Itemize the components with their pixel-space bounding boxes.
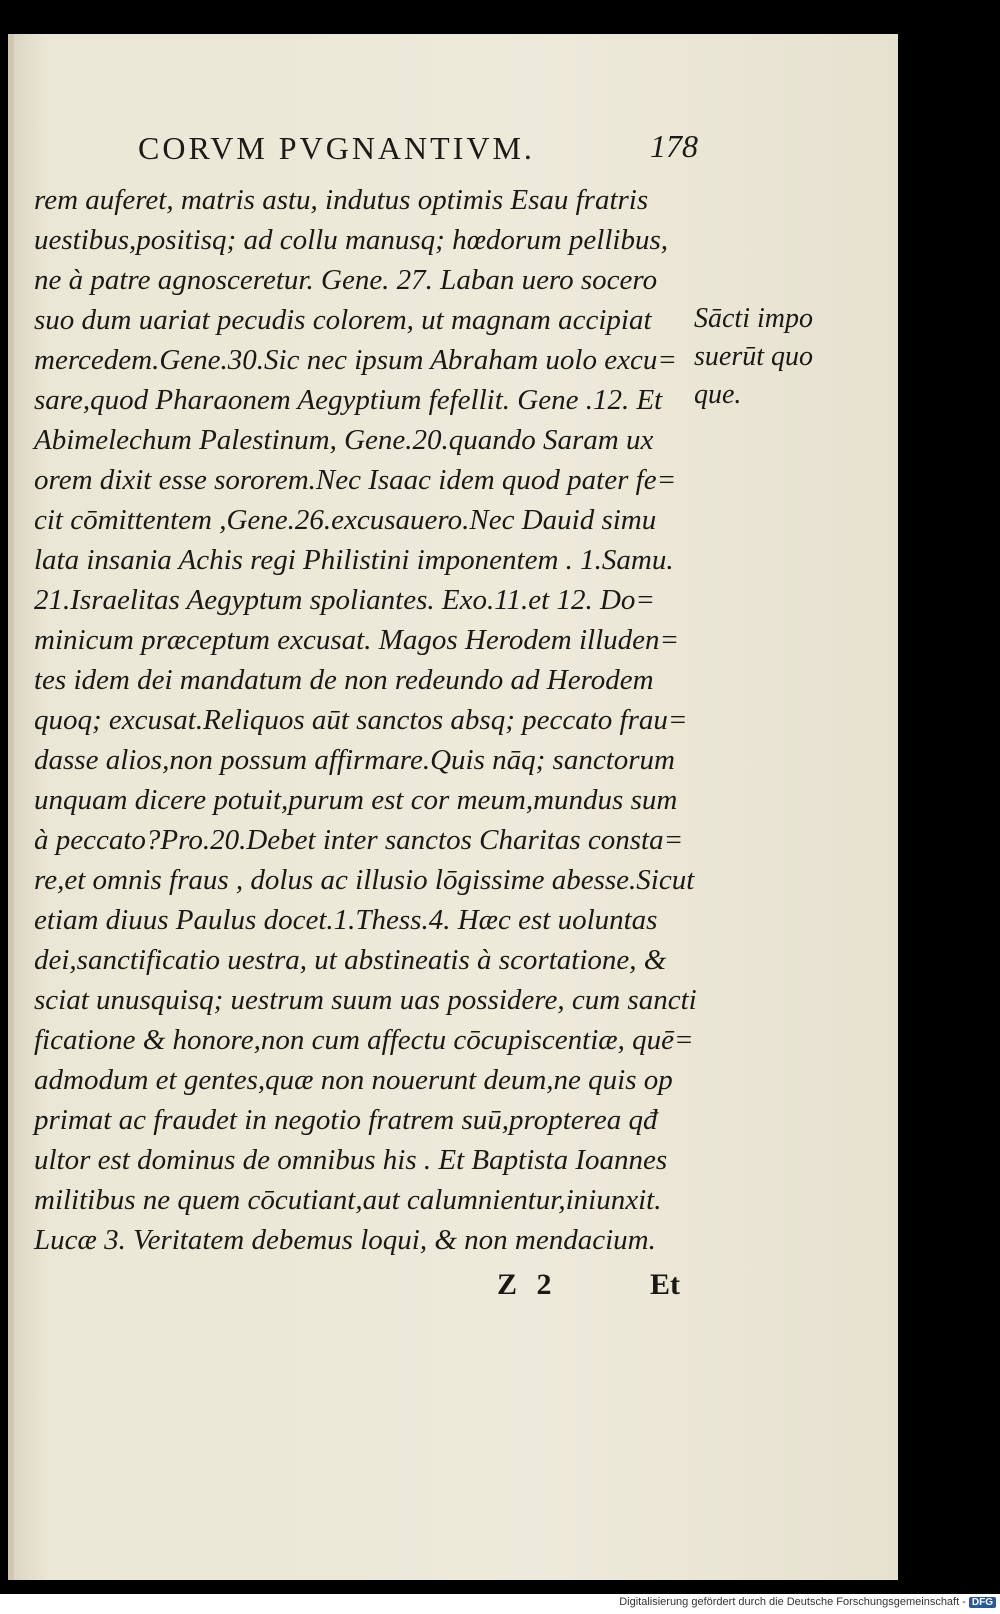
text-line: ne à patre agnosceretur. Gene. 27. Laban uero socero [34,264,658,296]
text-line: sare,quod Pharaonem Aegyptium fefellit. Gene .12. Et [34,384,663,416]
text-line: Lucæ 3. Veritatem debemus loqui, & non mendacium. [34,1224,656,1256]
text-line: admodum et gentes,quæ non nouerunt deum,ne quis op [34,1064,673,1096]
marginal-note-line: Sācti impo [694,303,813,334]
catchword: Et [650,1268,680,1301]
text-line: militibus ne quem cōcutiant,aut calumnientur,iniunxit. [34,1184,662,1216]
dfg-logo: DFG [969,1597,996,1608]
text-line: minicum præceptum excusat. Magos Herodem illuden= [34,624,680,656]
marginal-note-line: que. [694,379,742,410]
text-line: Abimelechum Palestinum, Gene.20.quando Saram ux [34,424,654,456]
text-line: dei,sanctificatio uestra, ut abstineatis à scortatione, & [34,944,667,976]
text-line: lata insania Achis regi Philistini imponentem . 1.Samu. [34,544,674,576]
text-line: re,et omnis fraus , dolus ac illusio lōgissime abesse.Sicut [34,864,695,896]
marginal-note-line: suerūt quo [694,341,813,372]
text-line: orem dixit esse sororem.Nec Isaac idem quod pater fe= [34,464,677,496]
page-number: 178 [650,128,698,164]
text-line: suo dum uariat pecudis colorem, ut magnam accipiat [34,304,652,336]
text-line: mercedem.Gene.30.Sic nec ipsum Abraham uolo excu= [34,344,677,376]
text-line: unquam dicere potuit,purum est cor meum,mundus sum [34,784,678,816]
text-line: rem auferet, matris astu, indutus optimis Esau fratris [34,184,649,216]
page-header [138,130,698,180]
scan-top-border [0,0,1000,34]
running-head: CORVM PVGNANTIVM. [138,130,535,166]
text-line: tes idem dei mandatum de non redeundo ad Herodem [34,664,654,696]
text-line: ficatione & honore,non cum affectu cōcupiscentiæ, quē= [34,1024,694,1056]
digitization-credit [619,1596,996,1608]
text-line: sciat unusquisq; uestrum suum uas possidere, cum sancti [34,984,697,1016]
page-gutter-edge [8,34,14,1580]
text-line: etiam diuus Paulus docet.1.Thess.4. Hæc est uoluntas [34,904,658,936]
credit-text: Digitalisierung gefördert durch die Deutsche Forschungsgemeinschaft - [619,1596,966,1608]
text-line: à peccato?Pro.20.Debet inter sanctos Charitas consta= [34,824,684,856]
text-line: dasse alios,non possum affirmare.Quis nāq; sanctorum [34,744,675,776]
signature-mark: Z 2 [497,1268,558,1301]
text-line: ultor est dominus de omnibus his . Et Baptista Ioannes [34,1144,668,1176]
text-line: cit cōmittentem ,Gene.26.excusauero.Nec Dauid simu [34,504,657,536]
text-line: uestibus,positisq; ad collu manusq; hœdorum pellibus, [34,224,668,256]
text-line: 21.Israelitas Aegyptum spoliantes. Exo.11.et 12. Do= [34,584,655,616]
text-line: quoq; excusat.Reliquos aūt sanctos absq; peccato frau= [34,704,688,736]
text-line: primat ac fraudet in negotio fratrem suū,propterea qđ [34,1104,658,1136]
